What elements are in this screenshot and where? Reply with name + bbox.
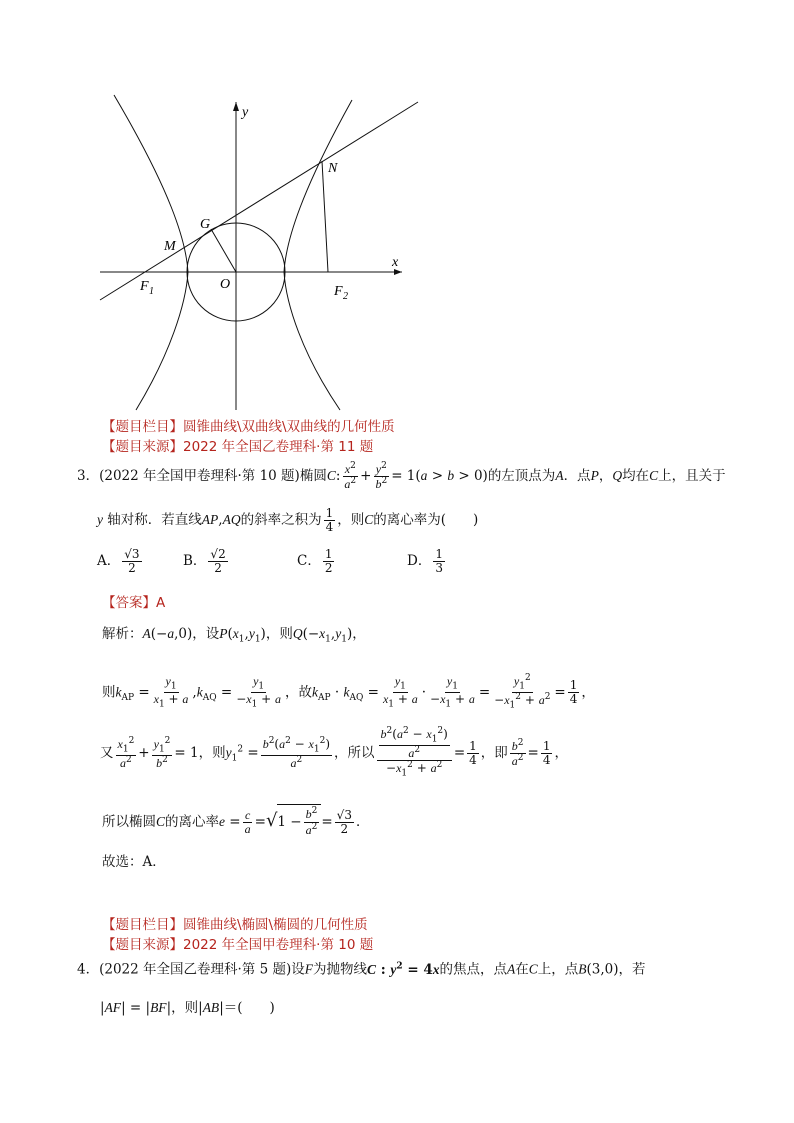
option-c[interactable]: C． $\frac{1}{2}$ — [297, 546, 333, 575]
q3-analysis-line4: 所以椭圆C的离心率e = $\frac{c}{a}$ =√1 − $\frac{b^2}{a^2}$ = $\frac{√3}{2}$ ． — [102, 804, 369, 839]
q4-stem-line2: |AF| = |BF|，则|AB|＝( ) — [100, 1000, 275, 1016]
q3-stem-line2: y 轴对称．若直线AP,AQ的斜率之积为 $\frac{1}{4}$ ，则C的离心率为( ) — [97, 505, 479, 534]
label-m: M — [164, 239, 176, 254]
label-f1: F — [140, 279, 149, 294]
label-f1-sub: 1 — [149, 286, 154, 297]
q3-analysis-line1: 解析：A(−a,0)，设$P(x_1,y_1)$，则$Q(-x_1,y_1)$， — [102, 626, 366, 645]
label-g: G — [200, 217, 211, 232]
q3-category: 【题目栏目】圆锥曲线\椭圆\椭圆的几何性质 — [102, 917, 368, 933]
label-f2: F — [334, 284, 343, 299]
label-n: N — [328, 161, 338, 176]
q2-category: 【题目栏目】圆锥曲线\双曲线\双曲线的几何性质 — [102, 419, 395, 435]
line-mn — [100, 102, 418, 300]
hyperbola-figure — [90, 90, 430, 420]
label-y: y — [242, 105, 249, 120]
option-b[interactable]: B． $\frac{√2}{2}$ — [183, 546, 226, 575]
q3-analysis-line3: 又 $\frac{x_1^2}{a^2}$ + $\frac{y_1^2}{b^2}$ = 1，则$y_1^2$ = $\frac{b^2(a^2 - x_1^2)}{a^2}$ ，所以 $\frac{\frac{b^2(a^2 - x_1^2)}{a^2}}{-x_1^2 + a^2}$ = $\frac{1}{4}$ ，即 $\frac{b^2}{a^2}$ = $\frac{1}{4}$ ， — [100, 726, 568, 779]
segment-og — [211, 229, 236, 272]
label-f2-sub: 2 — [343, 291, 348, 302]
option-d[interactable]: D． $\frac{1}{3}$ — [407, 546, 443, 575]
label-o: O — [220, 277, 231, 292]
hyperbola-right-branch — [284, 100, 352, 410]
option-a[interactable]: A． $\frac{√3}{2}$ — [97, 546, 140, 575]
q3-stem-line1: 3．(2022 年全国甲卷理科·第 10 题)椭圆C: $\frac{x^2}{a^2}$ + $\frac{y^2}{b^2}$ = 1(a > b > 0)的左顶点为A．点P，Q均在C上，且关于 — [77, 461, 726, 492]
q4-stem-line1: 4．(2022 年全国乙卷理科·第 5 题)设F为抛物线C : $y^2 = 4x$的焦点，点A在C上，点B(3,0)，若 — [77, 961, 646, 978]
y-axis-arrow — [233, 102, 239, 111]
q2-source: 【题目来源】2022 年全国乙卷理科·第 11 题 — [102, 439, 374, 455]
q3-answer: 【答案】A — [102, 595, 166, 611]
q3-conclusion: 故选：A． — [102, 854, 166, 870]
q3-source: 【题目来源】2022 年全国甲卷理科·第 10 题 — [102, 937, 374, 953]
segment-nf2 — [322, 161, 328, 272]
label-x: x — [392, 255, 399, 270]
q3-analysis-line2: 则$k_{AP}$ = $\frac{y_1}{x_1 + a}$ $,k_{AQ}$ = $\frac{y_1}{-x_1 + a}$ ，故$k_{AP} \cdot k_{AQ}$ = $\frac{y_1}{x_1 + a}$ · $\frac{y_1}{-x_1 + a}$ = $\frac{y_1^2}{-x_1^2 + a^2}$ = $\frac{1}{4}$ ， — [102, 673, 595, 711]
